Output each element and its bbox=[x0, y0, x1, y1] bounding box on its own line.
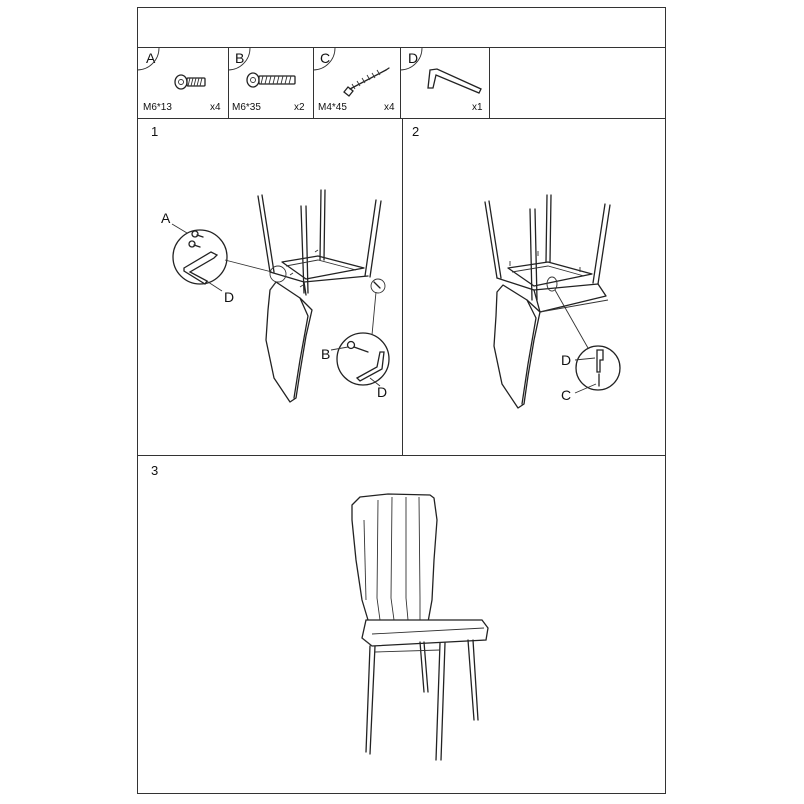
part-c-spec: M4*45 bbox=[318, 102, 347, 113]
step-3-number: 3 bbox=[151, 463, 159, 478]
step-1-number: 1 bbox=[151, 124, 159, 139]
part-b-qty: x2 bbox=[294, 102, 305, 113]
step-2-callout-c: C bbox=[561, 387, 572, 403]
step-1-callout-d-bottom: D bbox=[377, 384, 388, 400]
part-b-spec: M6*35 bbox=[232, 102, 261, 113]
step-2-callout-d: D bbox=[561, 352, 572, 368]
step-1-callout-a: A bbox=[161, 210, 171, 226]
step-1-callout-d-top: D bbox=[224, 289, 235, 305]
part-a-qty: x4 bbox=[210, 102, 221, 113]
step-3-assembled-chair bbox=[352, 494, 488, 760]
step-1-callout-b: B bbox=[321, 346, 331, 362]
part-c-qty: x4 bbox=[384, 102, 395, 113]
part-c-letter: C bbox=[320, 50, 331, 66]
step-2-number: 2 bbox=[412, 124, 420, 139]
part-b-letter: B bbox=[235, 50, 245, 66]
part-d-letter: D bbox=[408, 50, 419, 66]
part-a-letter: A bbox=[146, 50, 156, 66]
part-d-qty: x1 bbox=[472, 102, 483, 113]
part-a-spec: M6*13 bbox=[143, 102, 172, 113]
